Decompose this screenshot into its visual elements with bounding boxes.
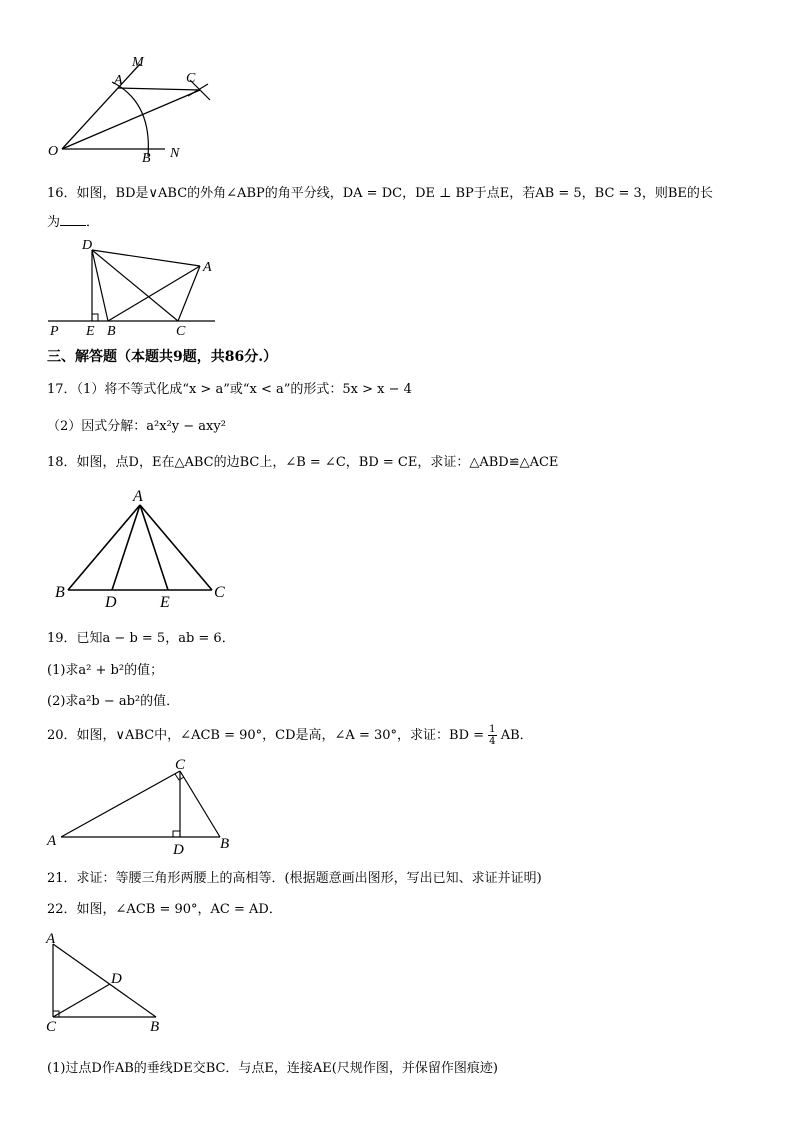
- label-a: A: [133, 488, 143, 505]
- label-a: A: [46, 931, 56, 947]
- question-22-part1: (1)过点D作AB的垂线DE交BC．与点E，连接AE(尺规作图，并保留作图痕迹): [47, 1061, 498, 1076]
- q16-suffix: ．: [86, 215, 100, 230]
- section-title: 三、解答题（本题共9题，共86分.）: [47, 349, 278, 365]
- question-16-line2: [47, 211, 99, 230]
- segment-cd: [53, 984, 110, 1017]
- fraction-numerator: 1: [489, 724, 496, 735]
- question-19-part2: (2)求a²b − ab²的值．: [47, 694, 180, 709]
- label-c: C: [175, 757, 186, 773]
- question-17-part2: （2）因式分解：a²x²y − axy²: [47, 419, 226, 434]
- segment-cb: [180, 771, 220, 837]
- figure-q18: [50, 483, 240, 613]
- segment-ac: [118, 88, 200, 90]
- label-d: D: [173, 842, 184, 858]
- figure-q15: [40, 52, 220, 167]
- question-19-text: 19．已知a − b = 5，ab = 6．: [47, 631, 235, 646]
- q20-prefix: 20．如图，∨ABC中，∠ACB = 90°，CD是高，∠A = 30°，求证：BD =: [47, 728, 485, 743]
- segment-ac: [61, 771, 180, 837]
- question-16-text: 16．如图，BD是∨ABC的外角∠ABP的角平分线，DA = DC，DE ⊥ BP于点E，若AB = 5，BC = 3，则BE的长: [47, 186, 713, 201]
- q20-suffix: AB．: [500, 728, 533, 743]
- answer-blank[interactable]: [60, 213, 86, 226]
- segment-ae: [140, 505, 168, 590]
- label-b: B: [220, 836, 230, 852]
- label-a: A: [47, 833, 57, 849]
- question-18-text: 18．如图，点D，E在△ABC的边BC上，∠B = ∠C，BD = CE，求证：△ABD≌△ACE: [47, 455, 559, 470]
- label-m: M: [132, 55, 144, 70]
- segment-ab: [68, 505, 140, 590]
- q16-prefix: 为: [47, 215, 61, 230]
- label-b: B: [142, 151, 151, 166]
- fraction-denominator: 4: [489, 736, 496, 747]
- label-c: C: [186, 71, 196, 86]
- question-20-text: [47, 724, 533, 747]
- segment-ac: [178, 266, 200, 321]
- label-e: E: [160, 594, 170, 611]
- label-c: C: [176, 324, 186, 339]
- label-o: O: [48, 144, 59, 159]
- label-b: B: [55, 584, 65, 601]
- figure-q16: [40, 236, 230, 341]
- label-c: C: [214, 584, 225, 601]
- figure-q22: [40, 928, 180, 1038]
- ray-om: [62, 64, 140, 149]
- label-a: A: [203, 260, 212, 275]
- label-a: A: [114, 73, 123, 88]
- ray-oc: [62, 90, 200, 149]
- label-e: E: [86, 324, 95, 339]
- arc-ab: [112, 82, 148, 156]
- label-d: D: [105, 594, 117, 611]
- figure-q20: [45, 755, 245, 860]
- segment-ac: [140, 505, 212, 590]
- label-b: B: [150, 1019, 160, 1035]
- label-d: D: [82, 238, 93, 253]
- segment-ab: [53, 944, 156, 1017]
- right-angle-e: [92, 314, 98, 321]
- fraction-one-quarter: [488, 724, 496, 747]
- question-21-text: 21．求证：等腰三角形两腰上的高相等．(根据题意画出图形，写出已知、求证并证明): [47, 871, 542, 886]
- segment-ad: [112, 505, 140, 590]
- label-d: D: [111, 971, 122, 987]
- label-p: P: [50, 324, 59, 339]
- label-c: C: [46, 1019, 57, 1035]
- question-22-text: 22．如图，∠ACB = 90°，AC = AD．: [47, 902, 282, 917]
- label-b: B: [107, 324, 116, 339]
- label-n: N: [170, 146, 180, 161]
- question-19-part1: (1)求a² + b²的值；: [47, 663, 164, 678]
- question-17-part1: 17．（1）将不等式化成“x > a”或“x < a”的形式：5x > x − 4: [47, 382, 412, 397]
- right-angle-d: [173, 831, 180, 837]
